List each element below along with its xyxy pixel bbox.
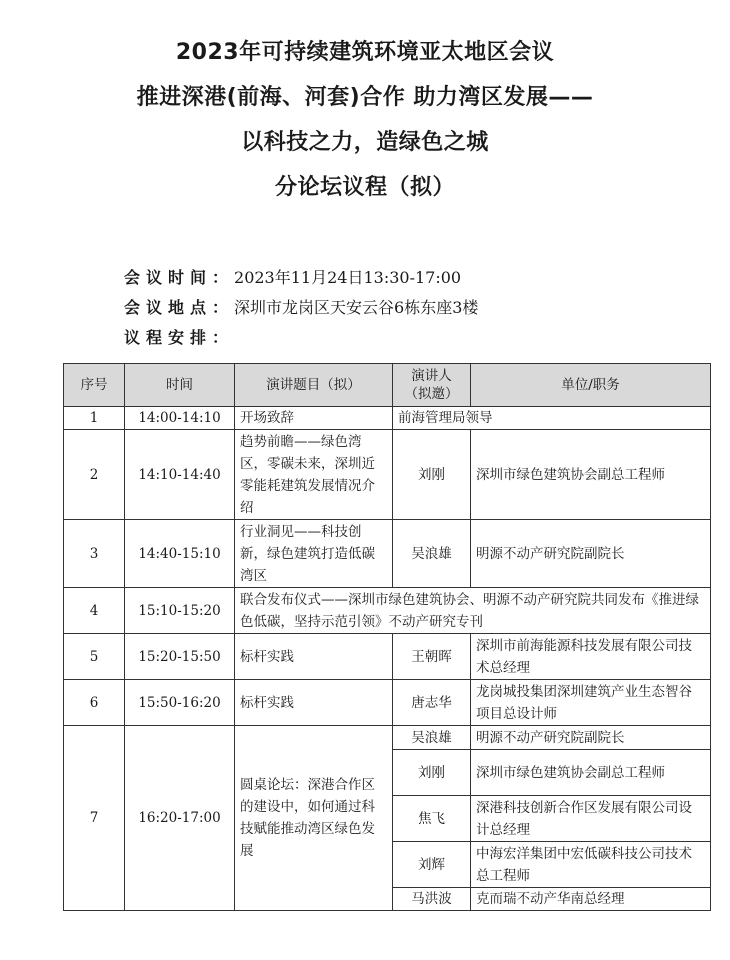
agenda-row bbox=[124, 323, 478, 353]
row-no: 6 bbox=[64, 680, 125, 726]
row-unit: 深圳市绿色建筑协会副总工程师 bbox=[471, 430, 711, 520]
row-topic: 标杆实践 bbox=[235, 634, 393, 680]
header-no: 序号 bbox=[64, 364, 125, 407]
row-time: 15:50-16:20 bbox=[125, 680, 235, 726]
table-row bbox=[64, 430, 711, 520]
header-unit: 单位/职务 bbox=[471, 364, 711, 407]
table-row bbox=[64, 680, 711, 726]
header-speaker: 演讲人（拟邀） bbox=[393, 364, 471, 407]
table-row bbox=[64, 726, 711, 750]
panel-speaker: 刘辉 bbox=[393, 842, 471, 888]
document-titles bbox=[0, 42, 730, 222]
panel-unit: 深圳市绿色建筑协会副总工程师 bbox=[471, 750, 711, 796]
meeting-time-value: 2023年11月24日13:30-17:00 bbox=[234, 268, 462, 287]
row-no: 7 bbox=[64, 726, 125, 911]
row-topic: 开场致辞 bbox=[235, 407, 393, 430]
row-topic: 标杆实践 bbox=[235, 680, 393, 726]
row-no: 1 bbox=[64, 407, 125, 430]
panel-unit: 深港科技创新合作区发展有限公司设计总经理 bbox=[471, 796, 711, 842]
panel-speaker: 吴浪雄 bbox=[393, 726, 471, 750]
row-speaker: 前海管理局领导 bbox=[393, 407, 711, 430]
panel-unit: 克而瑞不动产华南总经理 bbox=[471, 888, 711, 911]
table-row bbox=[64, 407, 711, 430]
panel-speaker: 马洪波 bbox=[393, 888, 471, 911]
table-row bbox=[64, 588, 711, 634]
panel-speaker: 刘刚 bbox=[393, 750, 471, 796]
row-speaker: 刘刚 bbox=[393, 430, 471, 520]
row-unit: 龙岗城投集团深圳建筑产业生态智谷项目总设计师 bbox=[471, 680, 711, 726]
row-time: 15:10-15:20 bbox=[125, 588, 235, 634]
title-line-4: 分论坛议程（拟） bbox=[274, 175, 455, 200]
row-no: 2 bbox=[64, 430, 125, 520]
row-time: 14:00-14:10 bbox=[125, 407, 235, 430]
agenda-table bbox=[63, 363, 711, 911]
row-no: 3 bbox=[64, 520, 125, 588]
meeting-place-value: 深圳市龙岗区天安云谷6栋东座3楼 bbox=[234, 298, 479, 317]
row-time: 14:40-15:10 bbox=[125, 520, 235, 588]
row-speaker: 唐志华 bbox=[393, 680, 471, 726]
panel-unit: 中海宏洋集团中宏低碳科技公司技术总工程师 bbox=[471, 842, 711, 888]
agenda-label: 议程安排： bbox=[124, 328, 235, 347]
meeting-time-row bbox=[124, 263, 478, 293]
meeting-place-row bbox=[124, 293, 478, 323]
title-line-3: 以科技之力，造绿色之城 bbox=[241, 130, 489, 155]
row-no: 5 bbox=[64, 634, 125, 680]
title-line-2: 推进深港(前海、河套)合作 助力湾区发展—— bbox=[136, 85, 594, 110]
row-topic: 趋势前瞻——绿色湾区，零碳未来，深圳近零能耗建筑发展情况介绍 bbox=[235, 430, 393, 520]
panel-unit: 明源不动产研究院副院长 bbox=[471, 726, 711, 750]
row-unit: 明源不动产研究院副院长 bbox=[471, 520, 711, 588]
header-time: 时间 bbox=[125, 364, 235, 407]
row-speaker: 王朝晖 bbox=[393, 634, 471, 680]
row-unit: 深圳市前海能源科技发展有限公司技术总经理 bbox=[471, 634, 711, 680]
table-row bbox=[64, 634, 711, 680]
panel-speaker: 焦飞 bbox=[393, 796, 471, 842]
table-header-row bbox=[64, 364, 711, 407]
row-time: 14:10-14:40 bbox=[125, 430, 235, 520]
row-time: 16:20-17:00 bbox=[125, 726, 235, 911]
row-topic: 圆桌论坛：深港合作区的建设中，如何通过科技赋能推动湾区绿色发展 bbox=[235, 726, 393, 911]
title-line-1: 2023年可持续建筑环境亚太地区会议 bbox=[175, 40, 555, 65]
row-topic: 行业洞见——科技创新，绿色建筑打造低碳湾区 bbox=[235, 520, 393, 588]
meeting-time-label: 会议时间： bbox=[124, 268, 235, 287]
table-row bbox=[64, 520, 711, 588]
meeting-place-label: 会议地点： bbox=[124, 298, 235, 317]
row-speaker: 吴浪雄 bbox=[393, 520, 471, 588]
row-no: 4 bbox=[64, 588, 125, 634]
meeting-info bbox=[124, 263, 478, 353]
row-time: 15:20-15:50 bbox=[125, 634, 235, 680]
row-topic: 联合发布仪式——深圳市绿色建筑协会、明源不动产研究院共同发布《推进绿色低碳，坚持示范引领》不动产研究专刊 bbox=[235, 588, 711, 634]
header-topic: 演讲题目（拟） bbox=[235, 364, 393, 407]
